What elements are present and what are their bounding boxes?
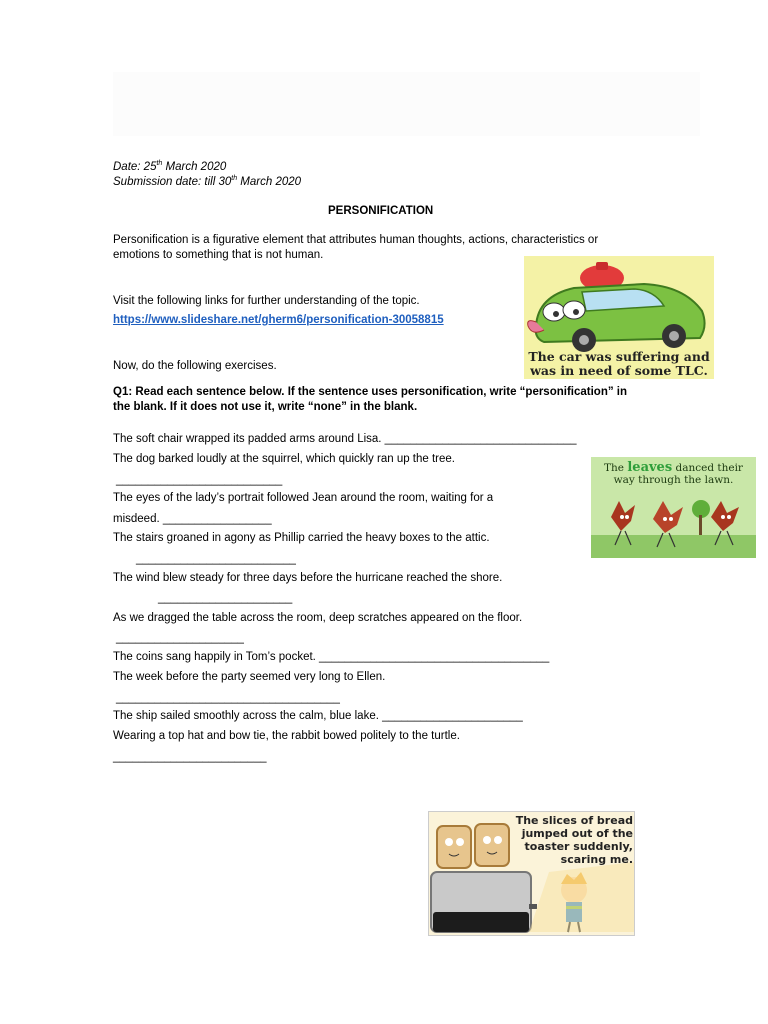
answer-blank-10[interactable]: ________________________ bbox=[113, 751, 267, 763]
sentence-8: The week before the party seemed very long to Ellen. bbox=[113, 671, 386, 683]
car-illustration bbox=[524, 256, 714, 379]
answer-blank-8[interactable]: ___________________________________ bbox=[116, 692, 340, 704]
leaves-caption-post: danced their bbox=[672, 462, 743, 474]
submission-sup: th bbox=[231, 175, 238, 182]
submission-text: Submission date: till 30 bbox=[113, 176, 232, 188]
q1-line-1: Q1: Read each sentence below. If the sentence uses personification, write “personification” in bbox=[113, 386, 628, 398]
leaves-caption-pre: The bbox=[604, 462, 628, 474]
sentence-3-cont: misdeed. _________________ bbox=[113, 513, 272, 525]
sentence-9: The ship sailed smoothly across the calm, blue lake. ______________________ bbox=[113, 710, 523, 722]
q1-line-2: the blank. If it does not use it, write “none” in the blank. bbox=[113, 401, 418, 413]
sentence-7: The coins sang happily in Tom’s pocket. ____________________________________ bbox=[113, 651, 550, 663]
bread-caption-line-4: scaring me. bbox=[560, 853, 633, 866]
leaves-caption-word: leaves bbox=[627, 460, 673, 475]
leaves-illustration bbox=[591, 457, 756, 558]
toaster-illustration bbox=[428, 811, 635, 936]
page-title: PERSONIFICATION bbox=[328, 205, 434, 217]
slideshare-link[interactable]: https://www.slideshare.net/gherm6/personification-30058815 bbox=[113, 314, 444, 326]
answer-blank-5[interactable]: _____________________ bbox=[158, 592, 293, 604]
sentence-2: The dog barked loudly at the squirrel, which quickly ran up the tree. bbox=[113, 453, 455, 465]
answer-blank-6[interactable]: ____________________ bbox=[116, 632, 244, 644]
exercise-intro: Now, do the following exercises. bbox=[113, 360, 277, 372]
car-caption-line-1: The car was suffering and bbox=[528, 349, 710, 364]
answer-blank-4[interactable]: _________________________ bbox=[136, 553, 296, 565]
sentence-1: The soft chair wrapped its padded arms around Lisa. ______________________________ bbox=[113, 433, 577, 445]
sentence-5: The wind blew steady for three days before the hurricane reached the shore. bbox=[113, 572, 503, 584]
answer-blank-2[interactable]: __________________________ bbox=[116, 474, 283, 486]
definition-line-1: Personification is a figurative element that attributes human thoughts, actions, characteristics or bbox=[113, 234, 599, 246]
sentence-3: The eyes of the lady’s portrait followed Jean around the room, waiting for a bbox=[113, 492, 494, 504]
submission-month: March 2020 bbox=[237, 176, 302, 188]
sentence-10: Wearing a top hat and bow tie, the rabbit bowed politely to the turtle. bbox=[113, 730, 460, 742]
bread-caption-line-2: jumped out of the bbox=[521, 827, 633, 840]
definition-line-2: emotions to something that is not human. bbox=[113, 249, 324, 261]
date-text: Date: 25 bbox=[113, 161, 157, 173]
date-month: March 2020 bbox=[162, 161, 227, 173]
date-sup: th bbox=[156, 160, 163, 167]
bread-caption-line-1: The slices of bread bbox=[515, 814, 633, 827]
visit-text: Visit the following links for further understanding of the topic. bbox=[113, 295, 420, 307]
submission-date-line bbox=[113, 176, 301, 188]
header-placeholder bbox=[113, 72, 700, 136]
sentence-6: As we dragged the table across the room, deep scratches appeared on the floor. bbox=[113, 612, 523, 624]
leaves-caption-line-2: way through the lawn. bbox=[613, 474, 734, 486]
bread-caption-line-3: toaster suddenly, bbox=[524, 840, 633, 853]
sentence-4: The stairs groaned in agony as Phillip carried the heavy boxes to the attic. bbox=[113, 532, 490, 544]
car-caption-line-2: was in need of some TLC. bbox=[530, 363, 708, 378]
leaves-drawing bbox=[591, 457, 756, 558]
date-line bbox=[113, 161, 226, 173]
